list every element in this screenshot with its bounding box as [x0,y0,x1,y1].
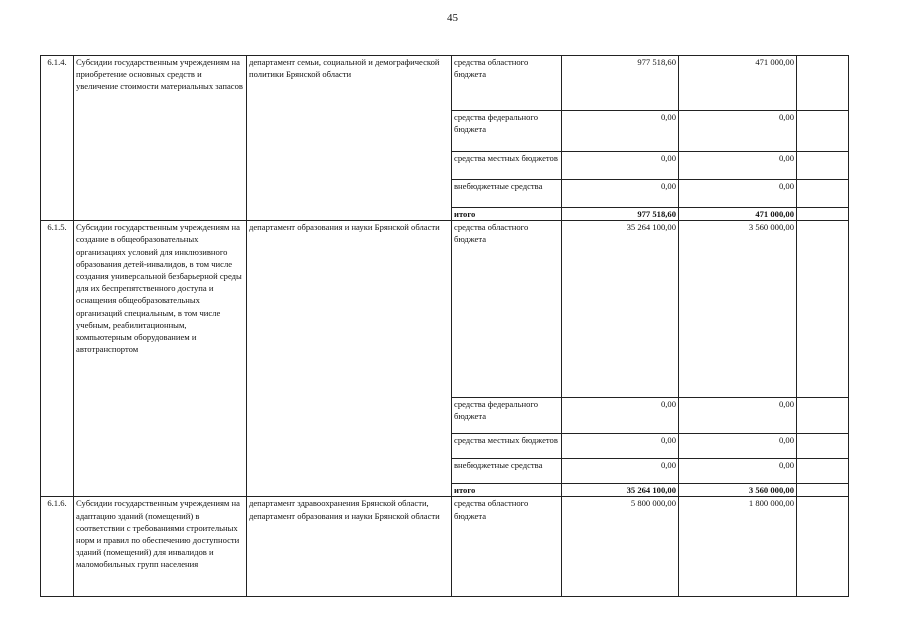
funding-source: средства областного бюджета [452,221,562,398]
empty-cell [797,459,849,484]
amount-col-1: 5 800 000,00 [562,497,679,597]
funding-source: внебюджетные средства [452,459,562,484]
item-number: 6.1.4. [41,56,74,221]
amount-col-1: 977 518,60 [562,56,679,111]
amount-col-2: 0,00 [679,459,797,484]
table-row [41,497,849,597]
empty-cell [797,208,849,221]
amount-col-2: 471 000,00 [679,56,797,111]
table-row [41,221,849,398]
empty-cell [797,484,849,497]
amount-col-1: 0,00 [562,111,679,152]
funding-source: средства федерального бюджета [452,111,562,152]
item-number: 6.1.6. [41,497,74,597]
funding-source: средства областного бюджета [452,56,562,111]
funding-source: средства федерального бюджета [452,398,562,434]
amount-col-2: 3 560 000,00 [679,221,797,398]
amount-col-2: 1 800 000,00 [679,497,797,597]
funding-source: средства областного бюджета [452,497,562,597]
funding-source-total: итого [452,484,562,497]
empty-cell [797,497,849,597]
empty-cell [797,398,849,434]
amount-col-1-total: 977 518,60 [562,208,679,221]
empty-cell [797,434,849,459]
amount-col-2: 0,00 [679,180,797,208]
item-responsible: департамент семьи, социальной и демографической политики Брянской области [247,56,452,221]
budget-table [40,55,849,597]
amount-col-2-total: 3 560 000,00 [679,484,797,497]
item-number: 6.1.5. [41,221,74,497]
amount-col-1-total: 35 264 100,00 [562,484,679,497]
amount-col-1: 0,00 [562,152,679,180]
funding-source: средства местных бюджетов [452,152,562,180]
amount-col-1: 0,00 [562,180,679,208]
item-responsible: департамент здравоохранения Брянской области, департамент образования и науки Брянской области [247,497,452,597]
funding-source: внебюджетные средства [452,180,562,208]
empty-cell [797,221,849,398]
amount-col-1: 0,00 [562,459,679,484]
amount-col-2: 0,00 [679,111,797,152]
table-row [41,56,849,111]
funding-source-total: итого [452,208,562,221]
amount-col-1: 0,00 [562,398,679,434]
amount-col-2: 0,00 [679,398,797,434]
item-responsible: департамент образования и науки Брянской области [247,221,452,497]
amount-col-1: 35 264 100,00 [562,221,679,398]
empty-cell [797,152,849,180]
empty-cell [797,180,849,208]
funding-source: средства местных бюджетов [452,434,562,459]
empty-cell [797,56,849,111]
amount-col-2-total: 471 000,00 [679,208,797,221]
item-name: Субсидии государственным учреждениям на создание в общеобразовательных организациях условий для инклюзивного образования детей-инвалидов, в том числе создания универсальной безбарьерной среды для их беспрепятственного доступа и оснащения общеобразовательных организаций специальным, в том числе учебным, реабилитационным, компьютерным оборудованием и автотранспортом [74,221,247,497]
amount-col-2: 0,00 [679,152,797,180]
item-name: Субсидии государственным учреждениям на адаптацию зданий (помещений) в соответствии с требованиями строительных норм и правил по обеспечению доступности зданий (помещений) для инвалидов и маломобильных групп населения [74,497,247,597]
page-number: 45 [447,12,458,24]
amount-col-2: 0,00 [679,434,797,459]
empty-cell [797,111,849,152]
amount-col-1: 0,00 [562,434,679,459]
item-name: Субсидии государственным учреждениям на приобретение основных средств и увеличение стоимости материальных запасов [74,56,247,221]
